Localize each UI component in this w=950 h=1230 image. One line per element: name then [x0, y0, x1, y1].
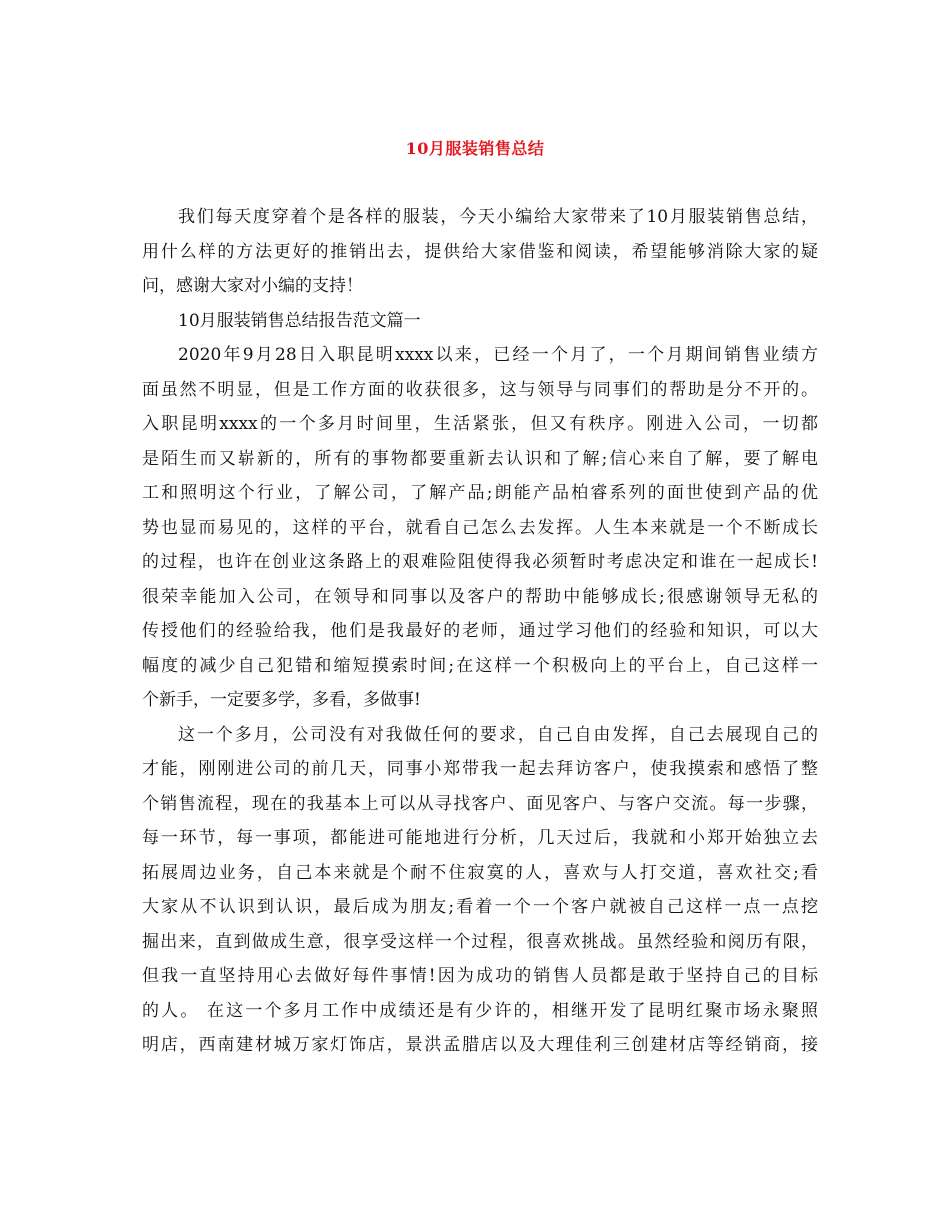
- section-heading: 10月服装销售总结报告范文篇一: [178, 310, 421, 331]
- paragraph-line: 拓展周边业务，自己本来就是个耐不住寂寞的人，喜欢与人打交道，喜欢社交;看: [142, 862, 818, 883]
- paragraph-line: 用什么样的方法更好的推销出去，提供给大家借鉴和阅读，希望能够消除大家的疑: [142, 241, 818, 262]
- paragraph-line: 幅度的减少自己犯错和缩短摸索时间;在这样一个积极向上的平台上，自己这样一: [142, 655, 818, 676]
- document-body: [142, 200, 818, 1063]
- paragraph-line: 问，感谢大家对小编的支持！: [142, 276, 363, 296]
- paragraph-line: 很荣幸能加入公司，在领导和同事以及客户的帮助中能够成长;很感谢领导无私的: [142, 586, 818, 607]
- paragraph-line: 大家从不认识到认识，最后成为朋友;看着一个一个客户就被自己这样一点一点挖: [142, 897, 818, 917]
- paragraph-line: 2020年9月28日入职昆明xxxx以来，已经一个月了，一个月期间销售业绩方: [178, 345, 818, 365]
- paragraph-line: 才能，刚刚进公司的前几天，同事小郑带我一起去拜访客户，使我摸索和感悟了整: [142, 759, 818, 779]
- paragraph-line: 这一个多月，公司没有对我做任何的要求，自己自由发挥，自己去展现自己的: [178, 724, 818, 745]
- paragraph-line: 面虽然不明显，但是工作方面的收获很多，这与领导与同事们的帮助是分不开的。: [142, 379, 818, 400]
- paragraph-line: 工和照明这个行业，了解公司，了解产品;朗能产品柏睿系列的面世使到产品的优: [142, 483, 818, 503]
- paragraph-line: 的人。 在这一个多月工作中成绩还是有少许的，相继开发了昆明红聚市场永聚照: [142, 1000, 818, 1021]
- paragraph-line: 是陌生而又崭新的，所有的事物都要重新去认识和了解;信心来自了解，要了解电: [142, 448, 818, 469]
- paragraph-line: 每一环节，每一事项，都能进可能地进行分析，几天过后，我就和小郑开始独立去: [142, 828, 818, 848]
- paragraph-line: 入职昆明xxxx的一个多月时间里，生活紧张，但又有秩序。刚进入公司，一切都: [142, 414, 818, 434]
- paragraph-line: 但我一直坚持用心去做好每件事情!因为成功的销售人员都是敢于坚持自己的目标: [142, 966, 818, 986]
- paragraph-line: 明店，西南建材城万家灯饰店，景洪孟腊店以及大理佳利三创建材店等经销商，接: [142, 1035, 818, 1055]
- paragraph-line: 传授他们的经验给我，他们是我最好的老师，通过学习他们的经验和知识，可以大: [142, 621, 818, 641]
- paragraph-line: 个新手，一定要多学，多看，多做事!: [142, 690, 421, 710]
- paragraph-line: 势也显而易见的，这样的平台，就看自己怎么去发挥。人生本来就是一个不断成长: [142, 517, 818, 538]
- paragraph-line: 掘出来，直到做成生意，很享受这样一个过程，很喜欢挑战。虽然经验和阅历有限，: [142, 931, 818, 952]
- paragraph-line: 的过程，也许在创业这条路上的艰难险阻使得我必须暂时考虑决定和谁在一起成长!: [142, 552, 818, 572]
- paragraph-line: 我们每天度穿着个是各样的服装，今天小编给大家带来了10月服装销售总结，: [178, 207, 818, 227]
- paragraph-line: 个销售流程，现在的我基本上可以从寻找客户、面见客户、与客户交流。每一步骤，: [142, 793, 818, 814]
- document-title: 10月服装销售总结: [405, 139, 545, 158]
